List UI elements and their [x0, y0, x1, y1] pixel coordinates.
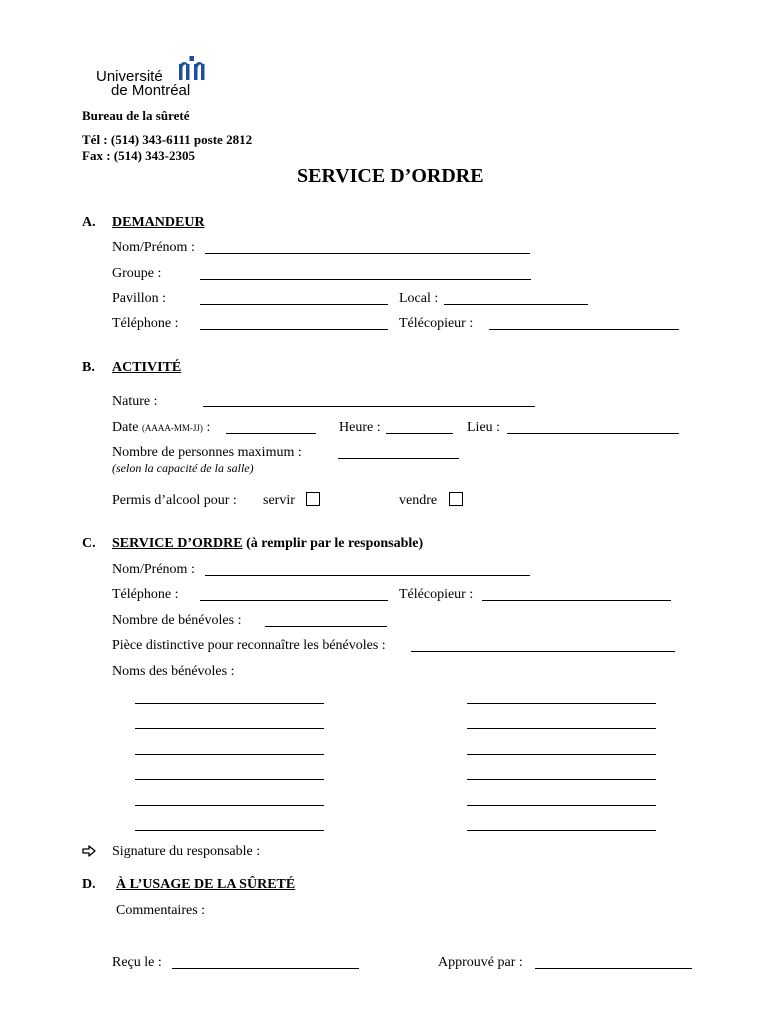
field-benevole-name[interactable] [135, 728, 324, 729]
section-d-letter: D. [82, 877, 96, 892]
label-piece-distinctive: Pièce distinctive pour reconnaître les bénévoles : [112, 638, 386, 653]
field-benevole-name[interactable] [135, 754, 324, 755]
logo-line-2: de Montréal [111, 82, 191, 99]
label-noms-benevoles: Noms des bénévoles : [112, 664, 235, 679]
label-date-format: (AAAA-MM-JJ) [141, 423, 203, 433]
office-fax: Fax : (514) 343-2305 [82, 148, 196, 163]
label-recu-le: Reçu le : [112, 955, 162, 970]
section-c-heading: SERVICE D’ORDRE [112, 536, 243, 551]
field-date[interactable] [226, 433, 316, 434]
field-benevole-name[interactable] [467, 805, 656, 806]
max-personnes-note: (selon la capacité de la salle) [112, 461, 254, 475]
right-arrow-icon [82, 845, 96, 857]
field-telephone[interactable] [200, 329, 388, 330]
section-b-letter: B. [82, 360, 95, 375]
logo-line-1: Université [96, 68, 163, 85]
field-benevole-name[interactable] [135, 779, 324, 780]
label-vendre: vendre [399, 493, 438, 508]
label-nom-prenom: Nom/Prénom : [112, 240, 195, 255]
checkbox-servir[interactable] [306, 492, 320, 506]
field-benevole-name[interactable] [467, 703, 656, 704]
field-benevole-name[interactable] [467, 728, 656, 729]
label-local: Local : [399, 291, 439, 306]
field-benevole-name[interactable] [467, 754, 656, 755]
label-approuve-par: Approuvé par : [438, 955, 523, 970]
field-resp-telecopieur[interactable] [482, 600, 671, 601]
label-date-colon: : [206, 420, 211, 435]
label-date-text: Date [112, 420, 139, 435]
label-resp-telecopieur: Télécopieur : [399, 587, 474, 602]
field-benevole-name[interactable] [135, 805, 324, 806]
field-benevole-name[interactable] [467, 779, 656, 780]
label-heure: Heure : [339, 420, 381, 435]
field-lieu[interactable] [507, 433, 679, 434]
label-permis-alcool: Permis d’alcool pour : [112, 493, 237, 508]
field-benevole-name[interactable] [135, 703, 324, 704]
field-approuve-par[interactable] [535, 968, 692, 969]
label-pavillon: Pavillon : [112, 291, 167, 306]
label-signature-responsable: Signature du responsable : [112, 844, 261, 859]
field-max-personnes[interactable] [338, 458, 459, 459]
university-emblem-icon [176, 54, 208, 82]
field-local[interactable] [444, 304, 588, 305]
label-groupe: Groupe : [112, 266, 162, 281]
office-tel: Tél : (514) 343-6111 poste 2812 [82, 132, 253, 147]
label-nombre-benevoles: Nombre de bénévoles : [112, 613, 242, 628]
field-nombre-benevoles[interactable] [265, 626, 387, 627]
section-b-heading: ACTIVITÉ [112, 360, 182, 375]
field-heure[interactable] [386, 433, 453, 434]
section-c-heading-wrap [112, 536, 423, 552]
field-nom-prenom[interactable] [205, 253, 530, 254]
label-resp-nom-prenom: Nom/Prénom : [112, 562, 195, 577]
label-telephone: Téléphone : [112, 316, 179, 331]
page-title: SERVICE D’ORDRE [297, 165, 484, 187]
field-pavillon[interactable] [200, 304, 388, 305]
field-nature[interactable] [203, 406, 535, 407]
field-groupe[interactable] [200, 279, 531, 280]
label-lieu: Lieu : [467, 420, 501, 435]
section-c-letter: C. [82, 536, 96, 551]
field-benevole-name[interactable] [135, 830, 324, 831]
label-date [112, 420, 210, 436]
label-max-personnes: Nombre de personnes maximum : [112, 445, 302, 460]
field-piece-distinctive[interactable] [411, 651, 675, 652]
section-a-heading: DEMANDEUR [112, 215, 205, 230]
label-nature: Nature : [112, 394, 158, 409]
field-resp-telephone[interactable] [200, 600, 388, 601]
label-resp-telephone: Téléphone : [112, 587, 179, 602]
field-resp-nom-prenom[interactable] [205, 575, 530, 576]
label-servir: servir [263, 493, 295, 508]
label-telecopieur: Télécopieur : [399, 316, 474, 331]
checkbox-vendre[interactable] [449, 492, 463, 506]
field-recu-le[interactable] [172, 968, 359, 969]
section-c-heading-note: (à remplir par le responsable) [246, 536, 424, 551]
label-commentaires: Commentaires : [116, 903, 206, 918]
office-name: Bureau de la sûreté [82, 108, 190, 123]
section-d-heading: À L’USAGE DE LA SÛRETÉ [116, 877, 296, 892]
field-benevole-name[interactable] [467, 830, 656, 831]
section-a-letter: A. [82, 215, 96, 230]
field-telecopieur[interactable] [489, 329, 679, 330]
